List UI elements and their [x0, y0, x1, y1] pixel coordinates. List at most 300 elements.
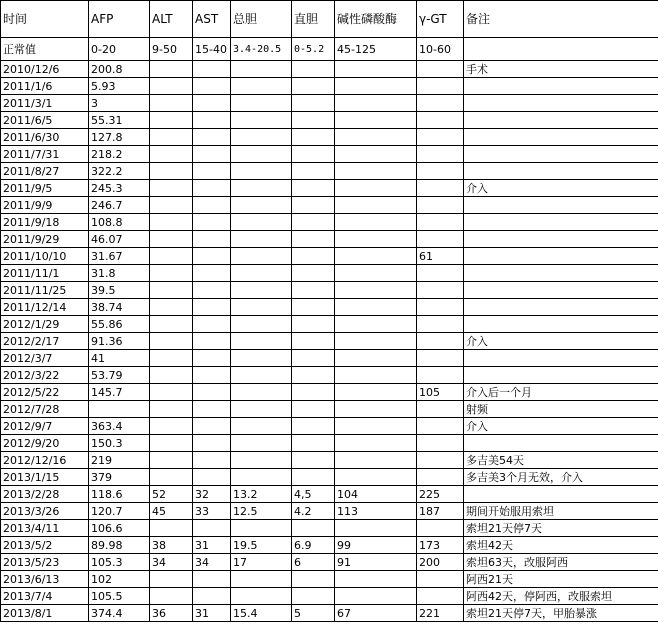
cell-alt	[150, 112, 193, 129]
cell-afp: 105.5	[89, 588, 150, 605]
cell-total-bilirubin	[231, 180, 292, 197]
cell-alt	[150, 248, 193, 265]
cell-notes	[464, 231, 658, 248]
cell-alkaline-phosphatase: 67	[335, 605, 417, 622]
cell-alt	[150, 299, 193, 316]
cell-ast	[193, 452, 231, 469]
cell-alkaline-phosphatase	[335, 469, 417, 486]
normal-range-row	[1, 38, 658, 61]
cell-ast: 31	[193, 605, 231, 622]
cell-ggt	[417, 333, 464, 350]
table-row	[1, 316, 658, 333]
cell-date: 2012/3/22	[1, 367, 89, 384]
cell-direct-bilirubin	[292, 163, 335, 180]
table-row	[1, 61, 658, 78]
cell-ast	[193, 367, 231, 384]
cell-ast	[193, 282, 231, 299]
cell-date: 2010/12/6	[1, 61, 89, 78]
cell-total-bilirubin: 17	[231, 554, 292, 571]
cell-alkaline-phosphatase	[335, 214, 417, 231]
cell-notes	[464, 299, 658, 316]
table-row	[1, 265, 658, 282]
normal-label: 正常值	[1, 38, 89, 61]
cell-notes	[464, 197, 658, 214]
cell-alkaline-phosphatase: 104	[335, 486, 417, 503]
cell-afp: 245.3	[89, 180, 150, 197]
cell-alt	[150, 384, 193, 401]
cell-afp: 246.7	[89, 197, 150, 214]
cell-alkaline-phosphatase	[335, 452, 417, 469]
cell-ast	[193, 384, 231, 401]
cell-notes	[464, 248, 658, 265]
cell-date: 2011/11/1	[1, 265, 89, 282]
cell-alt	[150, 78, 193, 95]
cell-alt: 45	[150, 503, 193, 520]
cell-alt: 38	[150, 537, 193, 554]
cell-alt	[150, 95, 193, 112]
cell-ggt	[417, 129, 464, 146]
cell-alt	[150, 469, 193, 486]
cell-alt	[150, 197, 193, 214]
table-row	[1, 537, 658, 554]
cell-ggt	[417, 316, 464, 333]
table-row	[1, 95, 658, 112]
cell-ggt	[417, 367, 464, 384]
cell-ggt: 187	[417, 503, 464, 520]
cell-notes: 介入	[464, 418, 658, 435]
table-row	[1, 520, 658, 537]
table-row	[1, 112, 658, 129]
cell-afp: 363.4	[89, 418, 150, 435]
cell-total-bilirubin	[231, 299, 292, 316]
cell-date: 2013/1/15	[1, 469, 89, 486]
cell-notes: 射频	[464, 401, 658, 418]
cell-alt	[150, 418, 193, 435]
cell-alt	[150, 520, 193, 537]
cell-date: 2011/9/9	[1, 197, 89, 214]
header-alkaline-phosphatase: 碱性磷酸酶	[335, 1, 417, 38]
header-row	[1, 1, 658, 38]
cell-alt: 52	[150, 486, 193, 503]
cell-ggt: 225	[417, 486, 464, 503]
cell-direct-bilirubin	[292, 265, 335, 282]
cell-ast	[193, 435, 231, 452]
cell-direct-bilirubin	[292, 520, 335, 537]
cell-alkaline-phosphatase	[335, 231, 417, 248]
cell-alt	[150, 435, 193, 452]
cell-direct-bilirubin: 5	[292, 605, 335, 622]
cell-date: 2011/3/1	[1, 95, 89, 112]
cell-direct-bilirubin: 6	[292, 554, 335, 571]
cell-date: 2013/2/28	[1, 486, 89, 503]
cell-alkaline-phosphatase	[335, 299, 417, 316]
cell-ast: 32	[193, 486, 231, 503]
cell-ggt	[417, 469, 464, 486]
cell-alt	[150, 316, 193, 333]
cell-ast	[193, 180, 231, 197]
cell-alkaline-phosphatase	[335, 61, 417, 78]
cell-alkaline-phosphatase	[335, 384, 417, 401]
cell-alkaline-phosphatase	[335, 78, 417, 95]
cell-date: 2011/7/31	[1, 146, 89, 163]
cell-alt	[150, 333, 193, 350]
cell-afp	[89, 401, 150, 418]
normal-ast: 15-40	[193, 38, 231, 61]
cell-alt	[150, 571, 193, 588]
cell-date: 2011/10/10	[1, 248, 89, 265]
cell-ggt	[417, 350, 464, 367]
cell-direct-bilirubin: 6.9	[292, 537, 335, 554]
cell-total-bilirubin	[231, 214, 292, 231]
cell-afp: 102	[89, 571, 150, 588]
table-row	[1, 503, 658, 520]
cell-total-bilirubin	[231, 282, 292, 299]
cell-total-bilirubin	[231, 367, 292, 384]
cell-alkaline-phosphatase	[335, 435, 417, 452]
header-total-bilirubin: 总胆	[231, 1, 292, 38]
cell-total-bilirubin	[231, 401, 292, 418]
cell-direct-bilirubin	[292, 78, 335, 95]
cell-ast	[193, 129, 231, 146]
cell-afp: 89.98	[89, 537, 150, 554]
cell-direct-bilirubin	[292, 61, 335, 78]
cell-notes: 多吉美54天	[464, 452, 658, 469]
cell-notes	[464, 163, 658, 180]
cell-total-bilirubin	[231, 316, 292, 333]
cell-notes: 索坦21天停7天，甲胎暴涨	[464, 605, 658, 622]
cell-ast	[193, 231, 231, 248]
cell-notes	[464, 129, 658, 146]
cell-total-bilirubin	[231, 350, 292, 367]
cell-date: 2011/9/29	[1, 231, 89, 248]
cell-ggt: 221	[417, 605, 464, 622]
cell-ast	[193, 248, 231, 265]
cell-direct-bilirubin	[292, 333, 335, 350]
cell-ggt	[417, 265, 464, 282]
cell-alt	[150, 146, 193, 163]
cell-direct-bilirubin	[292, 316, 335, 333]
cell-ggt	[417, 78, 464, 95]
cell-ggt	[417, 588, 464, 605]
cell-afp: 53.79	[89, 367, 150, 384]
table-row	[1, 282, 658, 299]
normal-alt: 9-50	[150, 38, 193, 61]
cell-ast	[193, 316, 231, 333]
cell-ggt	[417, 180, 464, 197]
cell-alkaline-phosphatase	[335, 265, 417, 282]
cell-alkaline-phosphatase: 99	[335, 537, 417, 554]
cell-ast	[193, 163, 231, 180]
cell-alkaline-phosphatase	[335, 95, 417, 112]
normal-alkaline-phosphatase: 45-125	[335, 38, 417, 61]
cell-date: 2012/2/17	[1, 333, 89, 350]
cell-ggt	[417, 146, 464, 163]
cell-date: 2013/5/23	[1, 554, 89, 571]
cell-date: 2011/6/5	[1, 112, 89, 129]
cell-ggt	[417, 112, 464, 129]
cell-alkaline-phosphatase	[335, 180, 417, 197]
cell-ast	[193, 350, 231, 367]
cell-ast	[193, 333, 231, 350]
cell-ast	[193, 197, 231, 214]
table-row	[1, 435, 658, 452]
cell-afp: 200.8	[89, 61, 150, 78]
cell-direct-bilirubin	[292, 197, 335, 214]
cell-notes	[464, 146, 658, 163]
cell-alt	[150, 452, 193, 469]
table-row	[1, 588, 658, 605]
cell-total-bilirubin	[231, 435, 292, 452]
cell-alt	[150, 129, 193, 146]
table-row	[1, 180, 658, 197]
cell-total-bilirubin	[231, 571, 292, 588]
cell-notes	[464, 282, 658, 299]
cell-notes: 期间开始服用索坦	[464, 503, 658, 520]
cell-notes: 介入	[464, 333, 658, 350]
cell-ast: 33	[193, 503, 231, 520]
header-alt: ALT	[150, 1, 193, 38]
table-row	[1, 214, 658, 231]
header-ggt: γ-GT	[417, 1, 464, 38]
cell-date: 2011/12/14	[1, 299, 89, 316]
cell-ast	[193, 61, 231, 78]
cell-afp: 145.7	[89, 384, 150, 401]
table-row	[1, 78, 658, 95]
cell-afp: 118.6	[89, 486, 150, 503]
cell-ggt	[417, 163, 464, 180]
cell-date: 2011/9/5	[1, 180, 89, 197]
cell-alt	[150, 163, 193, 180]
cell-total-bilirubin	[231, 231, 292, 248]
cell-afp: 374.4	[89, 605, 150, 622]
cell-alt	[150, 588, 193, 605]
cell-total-bilirubin	[231, 78, 292, 95]
cell-afp: 108.8	[89, 214, 150, 231]
cell-total-bilirubin	[231, 61, 292, 78]
cell-afp: 41	[89, 350, 150, 367]
cell-ggt	[417, 282, 464, 299]
cell-alkaline-phosphatase	[335, 401, 417, 418]
cell-afp: 150.3	[89, 435, 150, 452]
cell-date: 2011/6/30	[1, 129, 89, 146]
cell-direct-bilirubin	[292, 435, 335, 452]
cell-date: 2013/4/11	[1, 520, 89, 537]
cell-alkaline-phosphatase	[335, 197, 417, 214]
cell-notes: 手术	[464, 61, 658, 78]
cell-direct-bilirubin	[292, 146, 335, 163]
cell-alkaline-phosphatase: 91	[335, 554, 417, 571]
table-row	[1, 129, 658, 146]
normal-direct-bilirubin: 0-5.2	[292, 38, 335, 61]
cell-alt	[150, 180, 193, 197]
cell-ggt	[417, 435, 464, 452]
cell-ggt	[417, 61, 464, 78]
cell-ggt	[417, 197, 464, 214]
cell-direct-bilirubin	[292, 299, 335, 316]
cell-notes	[464, 367, 658, 384]
cell-date: 2013/6/13	[1, 571, 89, 588]
table-row	[1, 333, 658, 350]
cell-ast	[193, 78, 231, 95]
cell-alkaline-phosphatase	[335, 163, 417, 180]
table-row	[1, 384, 658, 401]
cell-date: 2012/3/7	[1, 350, 89, 367]
cell-alt	[150, 350, 193, 367]
cell-afp: 91.36	[89, 333, 150, 350]
cell-direct-bilirubin	[292, 95, 335, 112]
cell-direct-bilirubin	[292, 588, 335, 605]
cell-ggt	[417, 214, 464, 231]
table-body	[1, 1, 658, 622]
cell-date: 2012/7/28	[1, 401, 89, 418]
cell-ast	[193, 95, 231, 112]
header-direct-bilirubin: 直胆	[292, 1, 335, 38]
cell-total-bilirubin	[231, 95, 292, 112]
cell-date: 2011/11/25	[1, 282, 89, 299]
table-row	[1, 163, 658, 180]
cell-afp: 3	[89, 95, 150, 112]
header-ast: AST	[193, 1, 231, 38]
table-row	[1, 469, 658, 486]
cell-total-bilirubin	[231, 384, 292, 401]
cell-notes	[464, 78, 658, 95]
cell-total-bilirubin	[231, 469, 292, 486]
cell-date: 2011/1/6	[1, 78, 89, 95]
cell-ast	[193, 214, 231, 231]
table-row	[1, 299, 658, 316]
cell-direct-bilirubin	[292, 214, 335, 231]
cell-date: 2013/8/1	[1, 605, 89, 622]
cell-notes	[464, 435, 658, 452]
cell-alkaline-phosphatase	[335, 129, 417, 146]
cell-total-bilirubin	[231, 333, 292, 350]
cell-notes: 索坦42天	[464, 537, 658, 554]
table-row	[1, 452, 658, 469]
cell-notes	[464, 112, 658, 129]
cell-alkaline-phosphatase	[335, 112, 417, 129]
cell-direct-bilirubin	[292, 469, 335, 486]
cell-date: 2013/3/26	[1, 503, 89, 520]
cell-alkaline-phosphatase	[335, 146, 417, 163]
cell-alt: 36	[150, 605, 193, 622]
cell-total-bilirubin	[231, 520, 292, 537]
cell-afp: 46.07	[89, 231, 150, 248]
cell-direct-bilirubin	[292, 418, 335, 435]
cell-notes: 索坦21天停7天	[464, 520, 658, 537]
cell-alkaline-phosphatase	[335, 316, 417, 333]
cell-ggt	[417, 95, 464, 112]
cell-ggt	[417, 418, 464, 435]
cell-afp: 218.2	[89, 146, 150, 163]
cell-direct-bilirubin	[292, 112, 335, 129]
cell-notes: 介入	[464, 180, 658, 197]
cell-total-bilirubin	[231, 146, 292, 163]
cell-ast	[193, 265, 231, 282]
cell-alt	[150, 401, 193, 418]
cell-alt	[150, 367, 193, 384]
cell-notes: 多吉美3个月无效，介入	[464, 469, 658, 486]
cell-direct-bilirubin	[292, 367, 335, 384]
table-row	[1, 197, 658, 214]
table-row	[1, 231, 658, 248]
cell-direct-bilirubin: 4.2	[292, 503, 335, 520]
cell-notes	[464, 95, 658, 112]
cell-total-bilirubin	[231, 248, 292, 265]
cell-date: 2011/8/27	[1, 163, 89, 180]
cell-afp: 31.8	[89, 265, 150, 282]
cell-alt: 34	[150, 554, 193, 571]
cell-afp: 120.7	[89, 503, 150, 520]
cell-ggt	[417, 452, 464, 469]
cell-ast: 34	[193, 554, 231, 571]
cell-afp: 106.6	[89, 520, 150, 537]
cell-afp: 5.93	[89, 78, 150, 95]
cell-date: 2011/9/18	[1, 214, 89, 231]
table-row	[1, 554, 658, 571]
table-row	[1, 605, 658, 622]
cell-afp: 39.5	[89, 282, 150, 299]
cell-alkaline-phosphatase	[335, 333, 417, 350]
table-row	[1, 367, 658, 384]
cell-notes	[464, 486, 658, 503]
cell-date: 2012/12/16	[1, 452, 89, 469]
cell-direct-bilirubin	[292, 129, 335, 146]
cell-direct-bilirubin	[292, 231, 335, 248]
cell-direct-bilirubin	[292, 401, 335, 418]
cell-date: 2012/1/29	[1, 316, 89, 333]
cell-alt	[150, 282, 193, 299]
cell-ggt	[417, 231, 464, 248]
cell-total-bilirubin	[231, 418, 292, 435]
cell-direct-bilirubin	[292, 452, 335, 469]
cell-direct-bilirubin	[292, 350, 335, 367]
table-row	[1, 486, 658, 503]
cell-afp: 55.86	[89, 316, 150, 333]
table-row	[1, 350, 658, 367]
cell-direct-bilirubin	[292, 571, 335, 588]
cell-ggt	[417, 520, 464, 537]
cell-afp: 127.8	[89, 129, 150, 146]
cell-date: 2012/9/20	[1, 435, 89, 452]
cell-alkaline-phosphatase	[335, 588, 417, 605]
table-row	[1, 146, 658, 163]
cell-ast	[193, 112, 231, 129]
header-date: 时间	[1, 1, 89, 38]
cell-afp: 55.31	[89, 112, 150, 129]
cell-ggt	[417, 299, 464, 316]
cell-afp: 322.2	[89, 163, 150, 180]
cell-ast	[193, 588, 231, 605]
cell-alt	[150, 214, 193, 231]
cell-ggt: 61	[417, 248, 464, 265]
cell-direct-bilirubin	[292, 384, 335, 401]
table-row	[1, 401, 658, 418]
cell-ast	[193, 520, 231, 537]
cell-notes: 阿西21天	[464, 571, 658, 588]
header-afp: AFP	[89, 1, 150, 38]
cell-total-bilirubin: 19.5	[231, 537, 292, 554]
cell-ast	[193, 418, 231, 435]
cell-ggt: 173	[417, 537, 464, 554]
cell-notes	[464, 265, 658, 282]
cell-total-bilirubin	[231, 452, 292, 469]
table-row	[1, 248, 658, 265]
cell-ggt: 105	[417, 384, 464, 401]
cell-alt	[150, 265, 193, 282]
cell-total-bilirubin: 15.4	[231, 605, 292, 622]
cell-ast	[193, 571, 231, 588]
cell-date: 2013/7/4	[1, 588, 89, 605]
